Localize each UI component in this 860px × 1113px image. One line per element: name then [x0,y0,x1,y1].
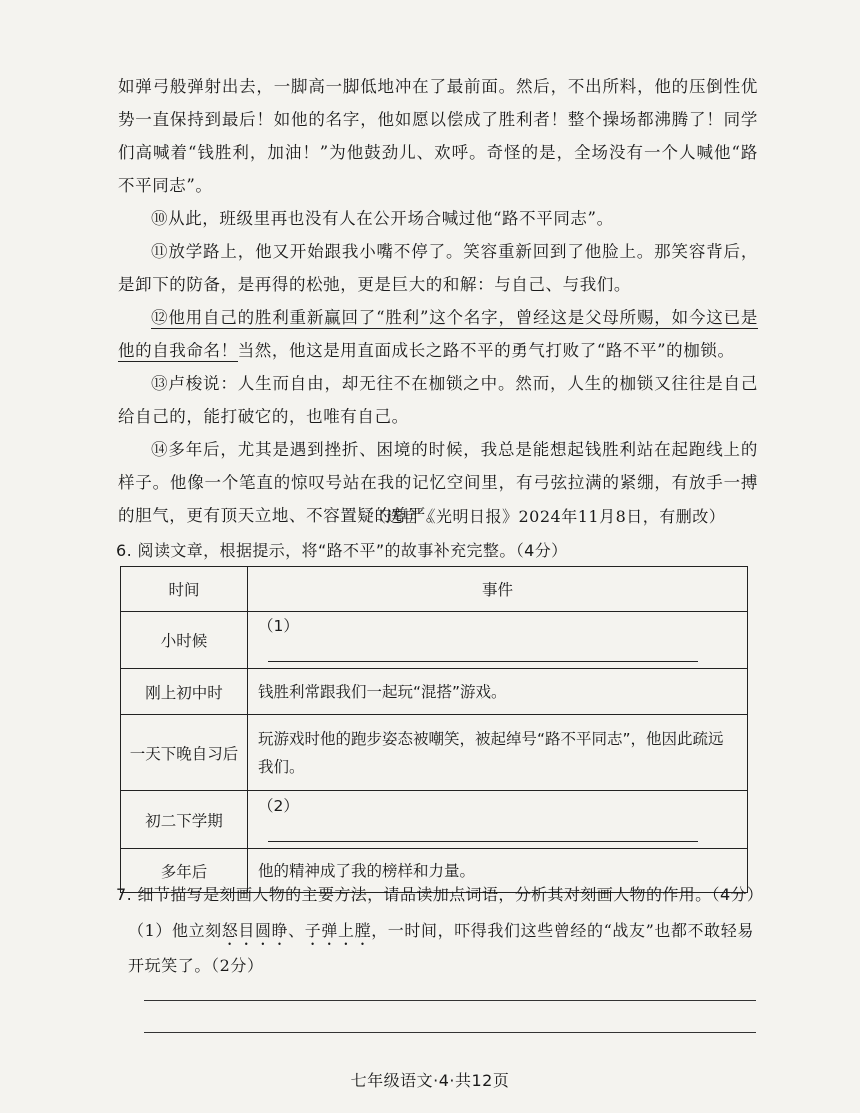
passage-paragraph-13: ⑬卢梭说：人生而自由，却无往不在枷锁之中。然而，人生的枷锁又往往是自己给自己的，能打破它的，也唯有自己。 [118,374,758,426]
question-7-sub-1 [128,914,760,982]
answer-blank-1[interactable] [268,647,698,662]
answer-blank-2[interactable] [268,827,698,842]
passage-paragraph-11: ⑪放学路上，他又开始跟我小嘴不停了。笑容重新回到了他脸上。那笑容背后，是卸下的防备，是再得的松弛，更是巨大的和解：与自己、与我们。 [118,242,758,294]
sub1-suffix: ，一时间，吓得我们这些曾经的“战友”也都不敢轻易开玩笑了。（2分） [128,921,754,975]
row-time: 初二下学期 [121,791,248,849]
source-citation: （选自《光明日报》2024年11月8日，有删改） [370,507,726,526]
table-row [121,715,748,791]
row-time: 一天下晚自习后 [121,715,248,791]
table-header-row [121,567,748,612]
row-event: 钱胜利常跟我们一起玩“混搭”游戏。 [248,669,748,715]
row-time: 多年后 [121,849,248,893]
row-event: 他的精神成了我的榜样和力量。 [248,849,748,893]
answer-line-1[interactable] [144,1000,756,1001]
header-time: 时间 [121,567,248,612]
blank-label: （2） [258,796,299,815]
table-row [121,612,748,669]
answer-line-2[interactable] [144,1032,756,1033]
blank-label: （1） [258,617,299,635]
row-event [248,612,748,669]
passage-paragraph-12 [118,301,758,367]
page-footer: 七年级语文·4·共12页 [350,1071,510,1090]
table-row [121,669,748,715]
row-event: 玩游戏时他的跑步姿态被嘲笑，被起绰号“路不平同志”，他因此疏远我们。 [248,715,748,791]
passage-paragraph-10: ⑩从此，班级里再也没有人在公开场合喊过他“路不平同志”。 [151,209,614,228]
paragraph-12-rest: 当然，他这是用直面成长之路不平的勇气打败了“路不平”的枷锁。 [237,341,735,360]
question-6-prompt: 6. 阅读文章，根据提示，将“路不平”的故事补充完整。（4分） [116,541,568,560]
row-time: 小时候 [121,612,248,669]
passage-paragraph-14: ⑭多年后，尤其是遇到挫折、困境的时候，我总是能想起钱胜利站在起跑线上的样子。他像一个笔直的惊叹号站在我的记忆空间里，有弓弦拉满的紧绷，有放手一搏的胆气，更有顶天立地、不容置疑的尊严。 [118,440,758,525]
row-event [248,791,748,849]
story-table [120,566,748,893]
underlined-sentence: ⑫他用自己的胜利重新赢回了“胜利”这个名字，曾经这是父母所赐，如今这已是他的自我命名！ [118,308,758,360]
question-7-prompt: 7. 细节描写是刻画人物的主要方法，请品读加点词语，分析其对刻画人物的作用。（4分） [116,885,764,904]
dotted-words: 怒目圆睁、子弹上膛 [221,921,372,940]
passage-paragraph-9-continued: 如弹弓般弹射出去，一脚高一脚低地冲在了最前面。然后，不出所料，他的压倒性优势一直保持到最后！如他的名字，他如愿以偿成了胜利者！整个操场都沸腾了！同学们高喊着“钱胜利，加油！”为他鼓劲儿、欢呼。奇怪的是，全场没有一个人喊他“路不平同志”。 [118,77,758,195]
table-row [121,791,748,849]
row-time: 刚上初中时 [121,669,248,715]
header-event: 事件 [248,567,748,612]
sub1-prefix: （1）他立刻 [128,921,222,940]
